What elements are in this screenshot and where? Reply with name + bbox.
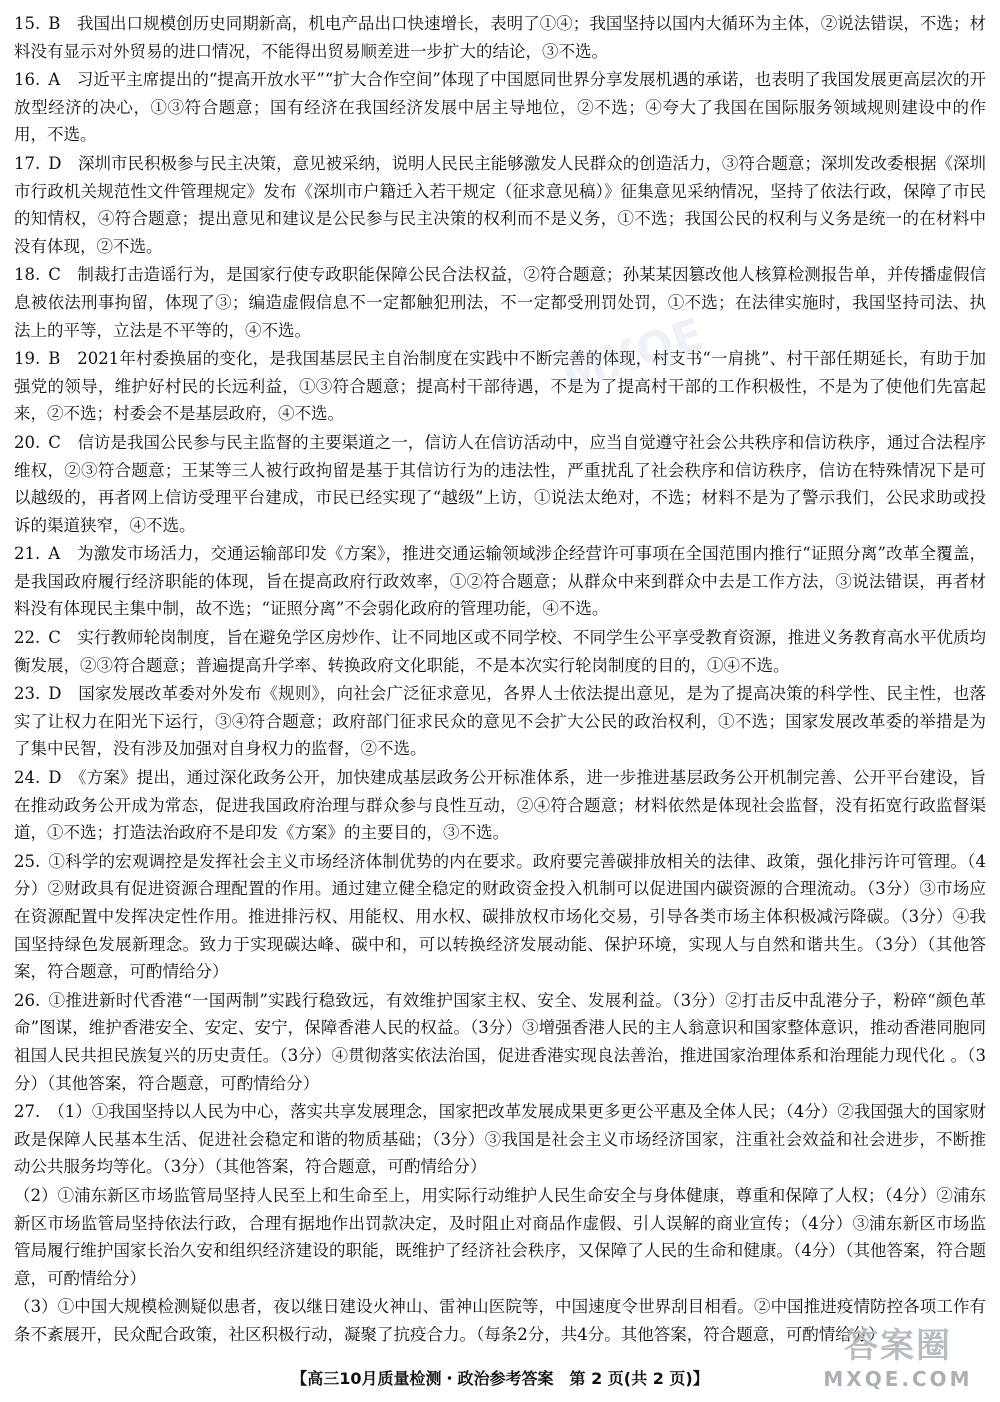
watermark: MXQE [555, 308, 710, 403]
answer-item [14, 764, 986, 847]
question-number: 15. [14, 14, 41, 33]
answer-item [14, 1098, 986, 1181]
answer-text: A 习近平主席提出的“提高开放水平”“扩大合作空间”体现了中国愿同世界分享发展机遇的承诺，也表明了我国发展更高层次的开放型经济的决心，①③符合题意；国有经济在我国经济发展中居主导地位，②不选；④夸大了我国在国际服务领域规则建设中的作用，不选。 [14, 70, 986, 145]
answer-text: C 实行教师轮岗制度，旨在避免学区房炒作、让不同地区或不同学校、不同学生公平享受教育资源，推进义务教育高水平优质均衡发展，②③符合题意；普遍提高升学率、转换政府文化职能，不是本次实行轮岗制度的目的，①④不选。 [14, 628, 986, 675]
answer-text: B 我国出口规模创历史同期新高，机电产品出口快速增长，表明了①④；我国坚持以国内大循环为主体，②说法错误，不选；材料没有显示对外贸易的进口情况，不能得出贸易顺差进一步扩大的结论，③不选。 [14, 14, 986, 61]
answer-item [14, 150, 986, 260]
answer-text: ①推进新时代香港“一国两制”实践行稳致远，有效维护国家主权、安全、发展利益。（3分）②打击反中乱港分子，粉碎“颜色革命”图谋，维护香港安全、安定、安宁，保障香港人民的权益。（3分）③增强香港人民的主人翁意识和国家整体意识，推动香港同胞同祖国人民共担民族复兴的历史责任。（3分）④贯彻落实依法治国，促进香港实现良法善治，推进国家治理体系和治理能力现代化 。（3分）（其他答案，符合题意，可酌情给分） [14, 990, 986, 1093]
answer-text: A 为激发市场活力，交通运输部印发《方案》，推进交通运输领域涉企经营许可事项在全国范围内推行“证照分离”改革全覆盖，是我国政府履行经济职能的体现，旨在提高政府行政效率，①②符合题意；从群众中来到群众中去是工作方法，③说法错误，再者材料没有体现民主集中制，故不选；“证照分离”不会弱化政府的管理功能，④不选。 [14, 544, 986, 619]
question-number: 21. [14, 544, 41, 564]
question-number: 22. [14, 628, 41, 648]
answer-item [14, 1182, 986, 1292]
page-footer: 【高三10月质量检测・政治参考答案 第 2 页(共 2 页)】 [291, 1369, 709, 1388]
question-number: 17. [14, 153, 41, 173]
answer-text: C 制裁打击造谣行为，是国家行使专政职能保障公民合法权益，②符合题意；孙某某因篡改他人核算检测报告单，并传播虚假信息被依法刑事拘留，体现了③；编造虚假信息不一定都触犯刑法，不一定都受刑罚处罚，①不选；在法律实施时，我国坚持司法、执法上的平等，立法是不平等的，④不选。 [14, 265, 986, 340]
logo-text-top: 答案圈 [844, 1326, 952, 1366]
answer-item [14, 345, 986, 428]
logo-text-bottom: MXQE.COM [823, 1367, 973, 1391]
question-number: 25. [14, 851, 41, 871]
question-number: 16. [14, 70, 41, 90]
answer-item [14, 987, 986, 1097]
answer-text: D 深圳市民积极参与民主决策，意见被采纳，说明人民民主能够激发人民群众的创造活力，③符合题意；深圳发改委根据《深圳市行政机关规范性文件管理规定》发布《深圳市户籍迁入若干规定（征求意见稿）》征集意见采纳情况，坚持了依法行政，保障了市民的知情权，④符合题意；提出意见和建议是公民参与民主决策的权利而不是义务，①不选；我国公民的权利与义务是统一的在材料中没有体现，②不选。 [14, 153, 986, 256]
answer-item [14, 680, 986, 763]
answer-text: B 2021年村委换届的变化，是我国基层民主自治制度在实践中不断完善的体现，村支书“一肩挑”、村干部任期延长，有助于加强党的领导，维护好村民的长远利益，①③符合题意；提高村干部待遇，不是为了提高村干部的工作积极性，不是为了使他们先富起来，②不选；村委会不是基层政府，④不选。 [14, 349, 986, 424]
answer-item [14, 261, 986, 344]
answer-document [14, 10, 986, 1350]
answer-item [14, 10, 986, 65]
answer-item [14, 66, 986, 149]
answer-text: C 信访是我国公民参与民主监督的主要渠道之一，信访人在信访活动中，应当自觉遵守社会公共秩序和信访秩序，通过合法程序维权，②③符合题意；王某等三人被行政拘留是基于其信访行为的违法性，严重扰乱了社会秩序和信访秩序，信访在特殊情况下是可以越级的，再者网上信访受理平台建成，市民已经实现了“越级”上访，①说法太绝对，不选；材料不是为了警示我们，公民求助或投诉的渠道狭窄，④不选。 [14, 432, 986, 535]
question-number: 20. [14, 432, 41, 452]
answer-text: ①科学的宏观调控是发挥社会主义市场经济体制优势的内在要求。政府要完善碳排放相关的法律、政策，强化排污许可管理。（4分）②财政具有促进资源合理配置的作用。通过建立健全稳定的财政资金投入机制可以促进国内碳资源的合理流动。（3分）③市场应在资源配置中发挥决定性作用。推进排污权、用能权、用水权、碳排放权市场化交易，引导各类市场主体积极减污降碳。（3分）④我国坚持绿色发展新理念。致力于实现碳达峰、碳中和，可以转换经济发展动能、保护环境，实现人与自然和谐共生。（3分）（其他答案，符合题意，可酌情给分） [14, 851, 986, 982]
answer-item [14, 429, 986, 539]
answer-text: D 国家发展改革委对外发布《规则》，向社会广泛征求意见，各界人士依法提出意见，是为了提高决策的科学性、民主性，也落实了让权力在阳光下运行，③④符合题意；政府部门征求民众的意见不会扩大公民的政治权利，①不选；国家发展改革委的举措是为了集中民智，没有涉及加强对自身权力的监督，②不选。 [14, 684, 986, 759]
answer-text: D 《方案》提出，通过深化政务公开，加快建成基层政务公开标准体系，进一步推进基层政务公开机制完善、公开平台建设，旨在推动政务公开成为常态，促进我国政府治理与群众参与良性互动，②④符合题意；材料依然是体现社会监督，没有拓宽行政监督渠道，①不选；打造法治政府不是印发《方案》的主要目的，③不选。 [14, 768, 986, 843]
answer-item [14, 848, 986, 986]
question-number: 24. [14, 768, 41, 788]
answer-text: （2）①浦东新区市场监管局坚持人民至上和生命至上，用实际行动维护人民生命安全与身体健康，尊重和保障了人权；（4分）②浦东新区市场监管局坚持依法行政，合理有据地作出罚款决定，及时阻止对商品作虚假、引人误解的商业宣传；（4分）③浦东新区市场监管局履行维护国家长治久安和组织经济建设的职能，既维护了经济社会秩序，又保障了人民的生命和健康。（4分）（其他答案，符合题意，可酌情给分） [14, 1185, 986, 1288]
answer-item [14, 540, 986, 623]
question-number: 19. [14, 349, 41, 369]
site-logo [818, 1318, 978, 1398]
answer-text: （1）①我国坚持以人民为中心，落实共享发展理念，国家把改革发展成果更多更公平惠及全体人民；（4分）②我国强大的国家财政是保障人民基本生活、促进社会稳定和谐的物质基础；（3分）③我国是社会主义市场经济国家，注重社会效益和社会进步，不断推动公共服务均等化。（3分）（其他答案，符合题意，可酌情给分） [14, 1102, 986, 1177]
answer-text: （3）①中国大规模检测疑似患者，夜以继日建设火神山、雷神山医院等，中国速度令世界刮目相看。②中国推进疫情防控各项工作有条不紊展开，民众配合政策，社区积极行动，凝聚了抗疫合力。（每条2分，共4分。其他答案，符合题意，可酌情给分） [14, 1297, 986, 1344]
question-number: 18. [14, 265, 41, 285]
answer-item [14, 624, 986, 679]
question-number: 23. [14, 684, 41, 704]
question-number: 26. [14, 990, 41, 1010]
answer-list [14, 10, 986, 1349]
question-number: 27. [14, 1102, 41, 1122]
